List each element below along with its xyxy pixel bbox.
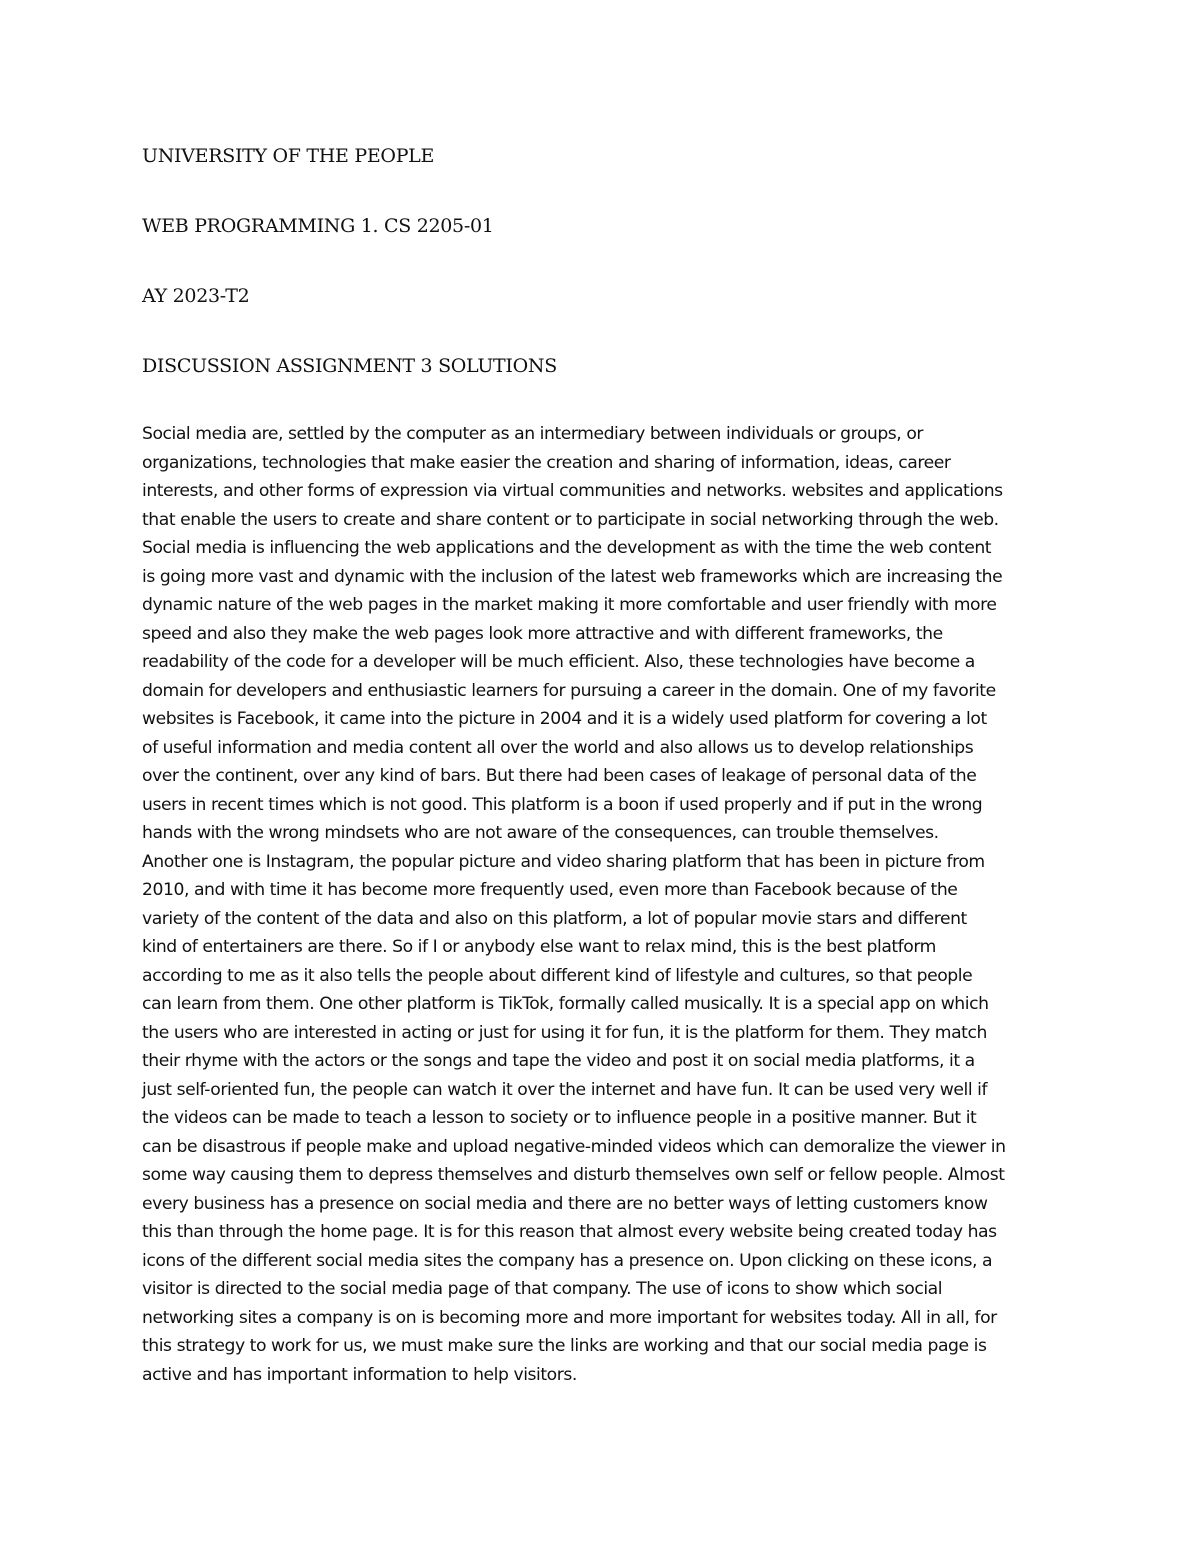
body-line: of useful information and media content all over the world and also allows us to develop relationships bbox=[142, 737, 974, 758]
body-line: domain for developers and enthusiastic learners for pursuing a career in the domain. One of my favorite bbox=[142, 680, 996, 701]
body-line: Another one is Instagram, the popular picture and video sharing platform that has been in picture from bbox=[142, 851, 985, 872]
body-line: speed and also they make the web pages look more attractive and with different frameworks, the bbox=[142, 623, 943, 644]
body-line: just self-oriented fun, the people can watch it over the internet and have fun. It can be used very well if bbox=[142, 1079, 988, 1100]
body-paragraph bbox=[142, 420, 1082, 1389]
body-line: the users who are interested in acting or just for using it for fun, it is the platform for them. They match bbox=[142, 1022, 987, 1043]
body-line: organizations, technologies that make easier the creation and sharing of information, ideas, career bbox=[142, 452, 951, 473]
body-line: hands with the wrong mindsets who are not aware of the consequences, can trouble themselves. bbox=[142, 823, 939, 843]
body-line: over the continent, over any kind of bars. But there had been cases of leakage of personal data of the bbox=[142, 766, 977, 786]
body-line: websites is Facebook, it came into the picture in 2004 and it is a widely used platform for covering a lot bbox=[142, 709, 987, 729]
body-line: kind of entertainers are there. So if I or anybody else want to relax mind, this is the best platform bbox=[142, 937, 936, 957]
body-line: according to me as it also tells the people about different kind of lifestyle and cultures, so that people bbox=[142, 965, 973, 986]
body-line: this than through the home page. It is for this reason that almost every website being created today has bbox=[142, 1222, 997, 1242]
body-line: Social media are, settled by the computer as an intermediary between individuals or groups, or bbox=[142, 424, 924, 444]
body-line: is going more vast and dynamic with the inclusion of the latest web frameworks which are increasing the bbox=[142, 566, 1003, 587]
body-line: readability of the code for a developer will be much efficient. Also, these technologies have become a bbox=[142, 652, 975, 672]
body-line: this strategy to work for us, we must make sure the links are working and that our social media page is bbox=[142, 1336, 987, 1356]
body-line: icons of the different social media sites the company has a presence on. Upon clicking on these icons, a bbox=[142, 1250, 993, 1271]
university-heading: UNIVERSITY OF THE PEOPLE bbox=[142, 145, 435, 167]
body-line: networking sites a company is on is becoming more and more important for websites today. All in all, for bbox=[142, 1307, 997, 1328]
body-line: can be disastrous if people make and upload negative-minded videos which can demoralize the viewer in bbox=[142, 1136, 1006, 1157]
course-heading: WEB PROGRAMMING 1. CS 2205-01 bbox=[142, 215, 494, 237]
body-line: users in recent times which is not good. This platform is a boon if used properly and if put in the wrong bbox=[142, 794, 983, 815]
body-line: Social media is influencing the web applications and the development as with the time the web content bbox=[142, 538, 992, 558]
assignment-heading: DISCUSSION ASSIGNMENT 3 SOLUTIONS bbox=[142, 355, 557, 377]
term-heading: AY 2023-T2 bbox=[142, 285, 250, 307]
body-line: that enable the users to create and share content or to participate in social networking through the web. bbox=[142, 509, 999, 530]
body-line: variety of the content of the data and also on this platform, a lot of popular movie stars and different bbox=[142, 908, 967, 929]
body-line: the videos can be made to teach a lesson to society or to influence people in a positive manner. But it bbox=[142, 1108, 977, 1128]
body-line: their rhyme with the actors or the songs and tape the video and post it on social media platforms, it a bbox=[142, 1051, 975, 1071]
body-line: active and has important information to help visitors. bbox=[142, 1364, 577, 1385]
body-line: interests, and other forms of expression via virtual communities and networks. websites and applications bbox=[142, 481, 1003, 501]
body-line: dynamic nature of the web pages in the market making it more comfortable and user friendly with more bbox=[142, 595, 997, 615]
body-line: 2010, and with time it has become more frequently used, even more than Facebook because of the bbox=[142, 880, 958, 900]
body-line: some way causing them to depress themselves and disturb themselves own self or fellow people. Almost bbox=[142, 1165, 1005, 1185]
body-line: visitor is directed to the social media page of that company. The use of icons to show which social bbox=[142, 1279, 943, 1299]
body-line: can learn from them. One other platform is TikTok, formally called musically. It is a special app on which bbox=[142, 994, 989, 1014]
body-line: every business has a presence on social media and there are no better ways of letting customers know bbox=[142, 1193, 988, 1214]
